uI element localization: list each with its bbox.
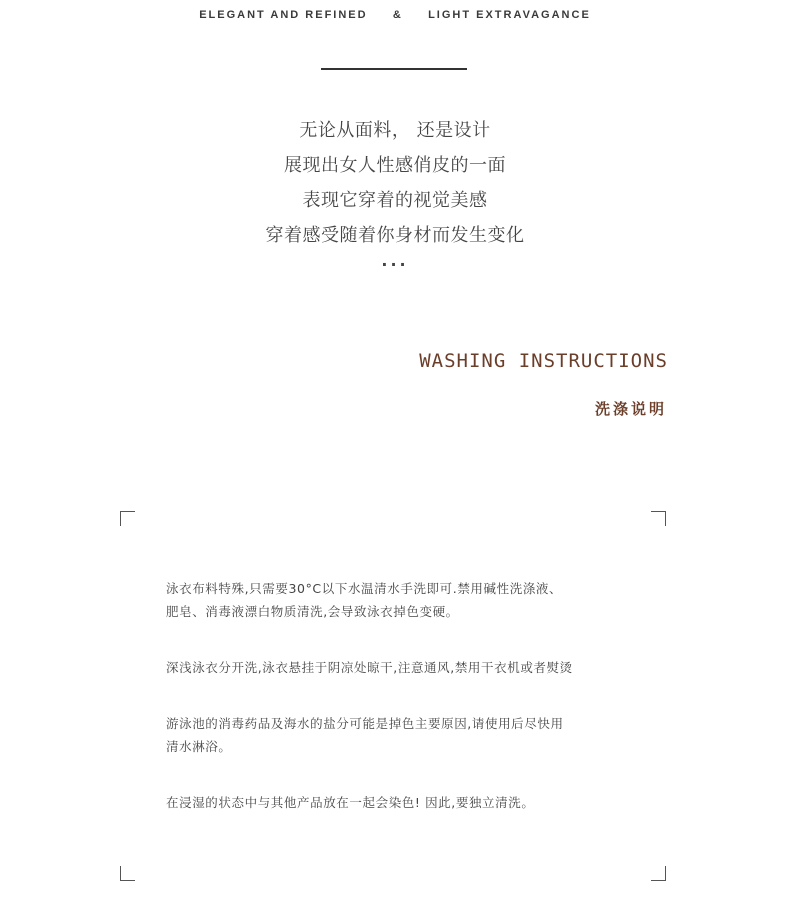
header-tagline: ELEGANT AND REFINED & LIGHT EXTRAVAGANCE [199,9,591,21]
instruction-paragraph [166,712,564,758]
instruction-paragraph [166,577,562,623]
instruction-line: 肥皂、消毒液漂白物质清洗,会导致泳衣掉色变硬。 [166,604,459,619]
frame-corner-top-left [120,511,135,526]
instruction-line: 在浸湿的状态中与其他产品放在一起会染色! 因此,要独立清洗。 [166,795,535,810]
frame-corner-bottom-left [120,866,135,881]
slogan-line: 无论从面料， 还是设计 [299,120,491,141]
ellipsis-dots: ··· [381,255,409,274]
washing-title-en: WASHING INSTRUCTIONS [419,350,668,372]
slogan-line: 展现出女人性感俏皮的一面 [284,155,506,176]
instruction-paragraph [166,656,573,679]
instruction-line: 泳衣布料特殊,只需要30°C以下水温清水手洗即可.禁用碱性洗涤液、 [166,581,563,596]
slogan-block [0,113,790,253]
slogan-line: 穿着感受随着你身材而发生变化 [265,225,525,246]
slogan-line: 表现它穿着的视觉美感 [302,190,488,211]
washing-title-zh: 洗涤说明 [594,400,667,418]
instruction-line: 游泳池的消毒药品及海水的盐分可能是掉色主要原因,请使用后尽快用 [166,716,564,731]
frame-corner-bottom-right [651,866,666,881]
instruction-line: 深浅泳衣分开洗,泳衣悬挂于阴凉处晾干,注意通风,禁用干衣机或者熨烫 [166,660,573,675]
instruction-line: 清水淋浴。 [166,739,232,754]
header-divider [321,68,467,70]
frame-corner-top-right [651,511,666,526]
instruction-paragraph [166,791,534,814]
